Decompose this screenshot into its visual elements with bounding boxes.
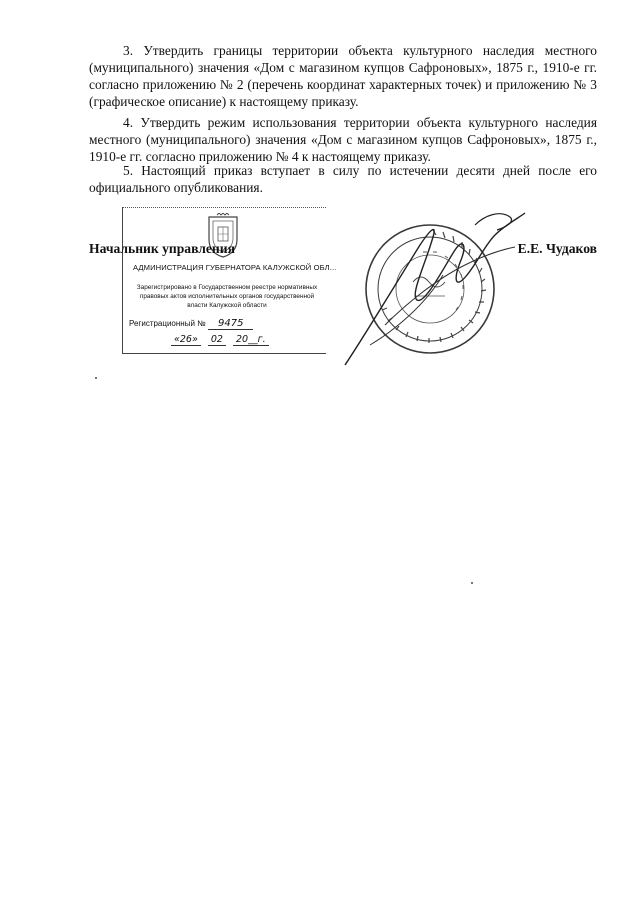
registration-stamp (122, 207, 337, 354)
signatory-title: Начальник управления (89, 241, 235, 256)
scan-speck (471, 582, 473, 584)
stamp-registration-text: Зарегистрировано в Государственном реестре нормативных правовых актов исполнительных органов государственной власти Калужской области (136, 284, 318, 309)
handwritten-signature (325, 205, 530, 375)
stamp-top-border (123, 207, 326, 208)
paragraph-3: 3. Утвердить границы территории объекта культурного наследия местного (муниципального) значения «Дом с магазином купцов Сафроновых», 1875 г., 1910-е гг. согласно приложению № 2 (перечень координат характерных точек) и приложению № 3 (графическое описание) к настоящему приказу. (89, 43, 597, 109)
stamp-date-year: 20__г. (233, 334, 269, 346)
stamp-administration-name: АДМИНИСТРАЦИЯ ГУБЕРНАТОРА КАЛУЖСКОЙ ОБЛ... (133, 263, 337, 272)
stamp-registration-label: Регистрационный № (129, 319, 206, 328)
stamp-registration-number: 9475 (208, 318, 253, 330)
paragraph-4: 4. Утвердить режим использования территории объекта культурного наследия местного (муниципального) значения «Дом с магазином купцов Сафроновых», 1875 г., 1910-е гг. согласно приложению № 4 к настоящему приказу. (89, 115, 597, 164)
stamp-date-month: 02 (208, 334, 226, 346)
paragraph-5: 5. Настоящий приказ вступает в силу по истечении десяти дней после его официального опубликования. (89, 163, 597, 195)
stamp-date-row (171, 334, 273, 345)
scan-speck (95, 377, 97, 379)
stamp-date-day: «26» (171, 334, 201, 346)
stamp-registration-row (129, 318, 253, 329)
signatory-name: Е.Е. Чудаков (517, 241, 597, 256)
